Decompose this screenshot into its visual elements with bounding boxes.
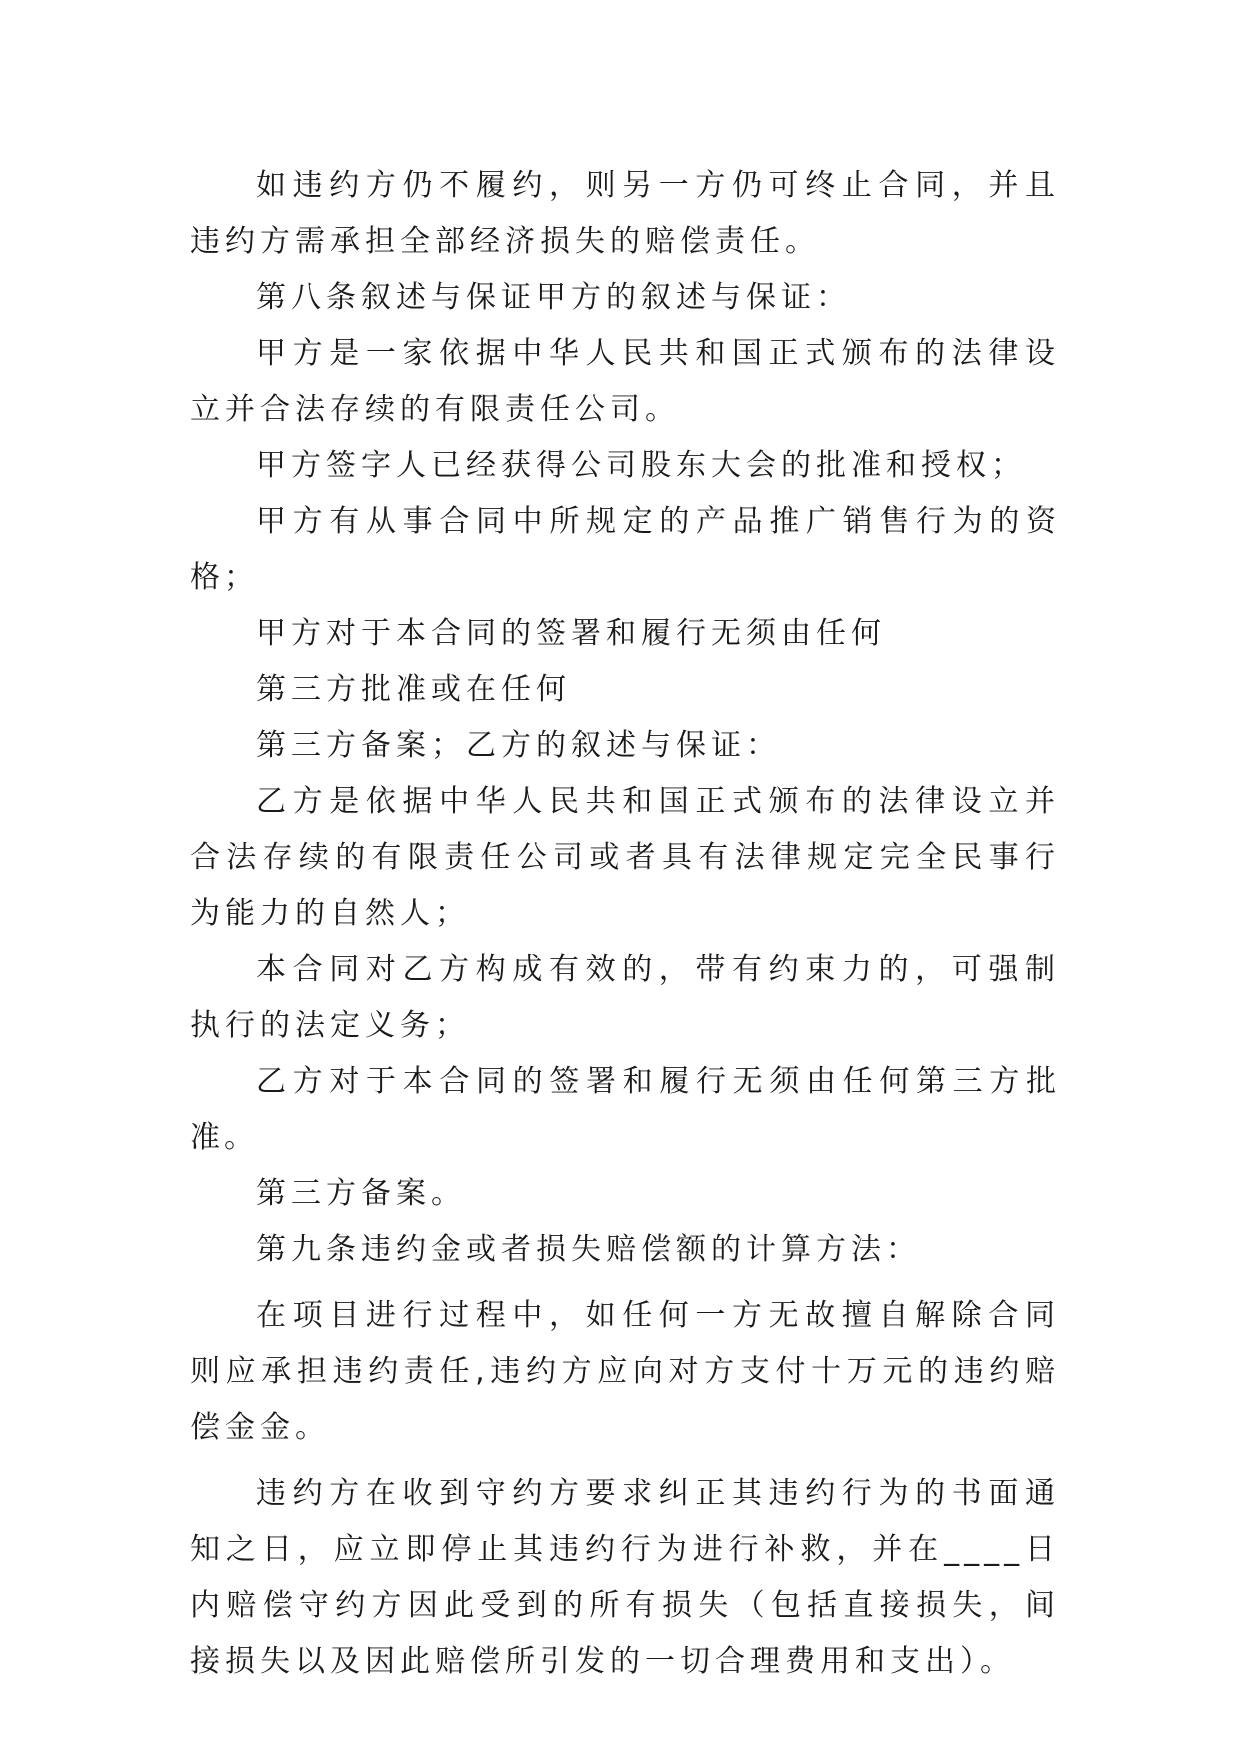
- paragraph-party-a-company: 甲方是一家依据中华人民共和国正式颁布的法律设立并合法存续的有限责任公司。: [190, 336, 1060, 427]
- paragraph-remedy-compensation: 违约方在收到守约方要求纠正其违约行为的书面通知之日，应立即停止其违约行为进行补救，并在____日内赔偿守约方因此受到的所有损失（包括直接损失，间接损失以及因此赔偿所引发的一切合理费用和支出）。: [190, 1476, 1060, 1679]
- paragraph-article-9-heading: 第九条违约金或者损失赔偿额的计算方法：: [256, 1232, 921, 1267]
- paragraph-article-8-heading: 第八条叙述与保证甲方的叙述与保证：: [256, 280, 851, 315]
- paragraph-party-a-no-approval: 甲方对于本合同的签署和履行无须由任何: [256, 616, 886, 651]
- paragraph-party-a-signatory: 甲方签字人已经获得公司股东大会的批准和授权；: [256, 448, 1026, 483]
- paragraph-termination-penalty: 在项目进行过程中，如任何一方无故擅自解除合同则应承担违约责任,违约方应向对方支付十万元的违约赔偿金金。: [190, 1298, 1060, 1445]
- paragraph-third-party-approval: 第三方批准或在任何: [256, 672, 571, 707]
- paragraph-party-a-qualification: 甲方有从事合同中所规定的产品推广销售行为的资格；: [190, 504, 1060, 595]
- paragraph-third-party-filing: 第三方备案。: [256, 1176, 466, 1211]
- paragraph-party-b-no-approval: 乙方对于本合同的签署和履行无须由任何第三方批准。: [190, 1064, 1060, 1155]
- document-body: [190, 158, 1060, 1690]
- paragraph-breach-termination: 如违约方仍不履约，则另一方仍可终止合同，并且违约方需承担全部经济损失的赔偿责任。: [190, 168, 1060, 259]
- paragraph-binding-obligation: 本合同对乙方构成有效的，带有约束力的，可强制执行的法定义务；: [190, 952, 1060, 1043]
- paragraph-third-party-filing-party-b: 第三方备案；乙方的叙述与保证：: [256, 728, 781, 763]
- paragraph-party-b-entity: 乙方是依据中华人民共和国正式颁布的法律设立并合法存续的有限责任公司或者具有法律规定完全民事行为能力的自然人；: [190, 784, 1060, 931]
